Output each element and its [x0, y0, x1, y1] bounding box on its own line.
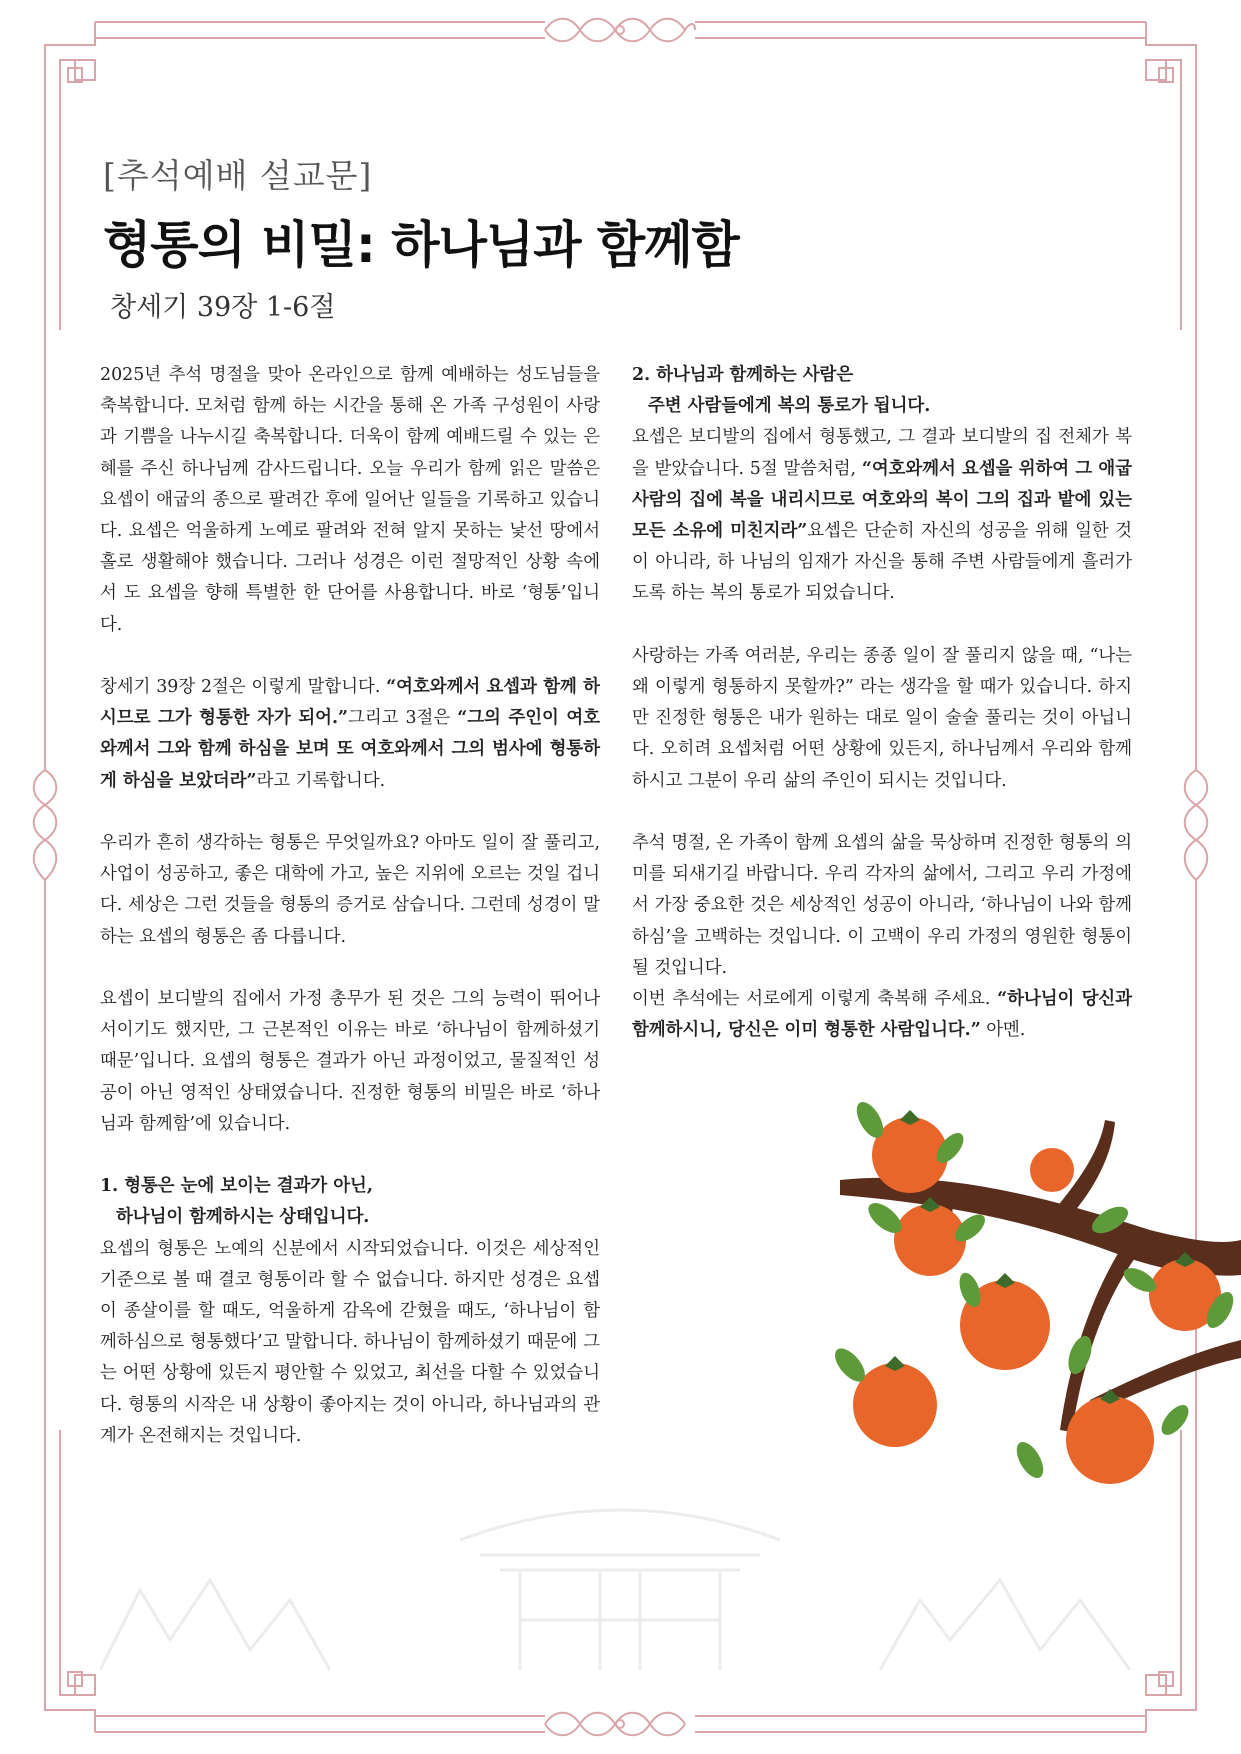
paragraph-common-prosperity: 우리가 흔히 생각하는 형통은 무엇일까요? 아마도 일이 잘 풀리고, 사업이 성공하고, 좋은 대학에 가고, 높은 지위에 오르는 것일 겁니다. 세상은 그런 것들을 형통의 증거로 삼습니다. 그런데 성경이 말하는 요셉의 형통은 좀 다릅니다.	[100, 833, 600, 947]
text: 창세기 39장 2절은 이렇게 말합니다.	[100, 677, 387, 698]
heading-line: 2. 하나님과 함께하는 사람은	[632, 365, 854, 385]
paragraph-genesis-quote	[100, 672, 600, 797]
quote-verse-2: “여호와께서 요셉과 함께 하시므로 그가 형통한 자가 되어.”	[100, 677, 600, 729]
page-title: 형통의 비밀: 하나님과 함께함	[103, 216, 739, 274]
heading-line: 1. 형통은 눈에 보이는 결과가 아닌,	[100, 1176, 373, 1197]
text: 라고 기록합니다.	[256, 770, 386, 791]
paragraph-chuseok: 추석 명절, 온 가족이 함께 요셉의 삶을 묵상하며 진정한 형통의 의미를 되새기길 바랍니다. 우리 각자의 삶에서, 그리고 우리 가정에서 가장 중요한 것은 세상적인 성공이 아니라, ‘하나님이 나와 함께하심’을 고백하는 것입니다. 이 고백이 우리 가정의 영원한 형통이 될 것입니다.	[632, 833, 1132, 978]
right-column	[632, 360, 1132, 1078]
quote-verse-3: “그의 주인이 여호와께서 그와 함께 하심을 보며 또 여호와께서 그의 범사에 형통하게 하심을 보았더라”	[100, 708, 600, 791]
text: 요셉은 보디발의 집에서 형통했고, 그 결과 보디발의 집 전체가 복을 받았습니다. 5절 말씀처럼,	[632, 427, 1132, 479]
scripture-reference: 창세기 39장 1-6절	[110, 292, 336, 323]
left-column	[100, 360, 600, 1483]
text: 요셉은 단순히 자신의 성공을 위해 일한 것이 아니라, 하 나님의 임재가 자신을 통해 주변 사람들에게 흘러가도록 하는 복의 통로가 되었습니다.	[632, 521, 1132, 604]
quote-verse-5: “여호와께서 요셉을 위하여 그 애굽 사람의 집에 복을 내리시므로 여호와의 복이 그의 집과 밭에 있는 모든 소유에 미친지라”	[632, 458, 1132, 542]
text: 그리고 3절은	[348, 708, 458, 729]
sermon-tag: [추석예배 설교문]	[103, 156, 373, 195]
paragraph-intro: 2025년 추석 명절을 맞아 온라인으로 함께 예배하는 성도님들을 축복합니다. 모처럼 함께 하는 시간을 통해 온 가족 구성원이 사랑과 기쁨을 나누시길 축복합니다. 더욱이 함께 예배드릴 수 있는 은혜를 주신 하나님께 감사드립니다. 오늘 우리가 함께 읽은 말씀은 요셉이 애굽의 종으로 팔려간 후에 일어난 일들을 기록하고 있습니다. 요셉은 억울하게 노예로 팔려와 전혀 알지 못하는 낯선 땅에서 홀로 생활해야 했습니다. 그러나 성경은 이런 절망적인 상황 속에서 도 요셉을 향해 특별한 한 단어를 사용합니다. 바로 ‘형통’입니다.	[100, 365, 600, 635]
section-heading-2	[632, 360, 1132, 422]
paragraph-section-2	[632, 422, 1132, 609]
text: 이번 추석에는 서로에게 이렇게 축복해 주세요.	[632, 989, 998, 1010]
heading-line: 주변 사람들에게 복의 통로가 됩니다.	[648, 396, 931, 417]
paragraph-section-1: 요셉의 형통은 노예의 신분에서 시작되었습니다. 이것은 세상적인 기준으로 볼 때 결코 형통이라 할 수 없습니다. 하지만 성경은 요셉이 종살이를 할 때도, 억울하게 감옥에 갇혔을 때도, ‘하나님이 함께하심으로 형통했다’고 말합니다. 하나님이 함께하셨기 때문에 그는 어떤 상황에 있든지 평안할 수 있었고, 최선을 다할 수 있었습니다. 형통의 시작은 내 상황이 좋아지는 것이 아니라, 하나님과의 관계가 온전해지는 것입니다.	[100, 1238, 600, 1446]
text: 아멘.	[980, 1020, 1026, 1041]
blessing-quote: “하나님이 당신과 함께하시니, 당신은 이미 형통한 사람입니다.”	[632, 989, 1133, 1041]
paragraph-joseph-steward: 요셉이 보디발의 집에서 가정 총무가 된 것은 그의 능력이 뛰어나서이기도 했지만, 그 근본적인 이유는 바로 ‘하나님이 함께하셨기 때문’입니다. 요셉의 형통은 결과가 아닌 과정이었고, 물질적인 성공이 아닌 영적인 상태였습니다. 진정한 형통의 비밀은 바로 ‘하나님과 함께함’에 있습니다.	[100, 989, 600, 1134]
persimmon-branch-illustration	[820, 1100, 1241, 1530]
section-heading-1	[100, 1171, 600, 1233]
heading-line: 하나님이 함께하시는 상태입니다.	[116, 1207, 370, 1228]
paragraph-family: 사랑하는 가족 여러분, 우리는 종종 일이 잘 풀리지 않을 때, “나는 왜 이렇게 형통하지 못할까?” 라는 생각을 할 때가 있습니다. 하지만 진정한 형통은 내가 원하는 대로 일이 술술 풀리는 것이 아닙니다. 오히려 요셉처럼 어떤 상황에 있든지, 하나님께서 우리와 함께하시고 그분이 우리 삶의 주인이 되시는 것입니다.	[632, 645, 1132, 791]
paragraph-blessing	[632, 984, 1132, 1046]
